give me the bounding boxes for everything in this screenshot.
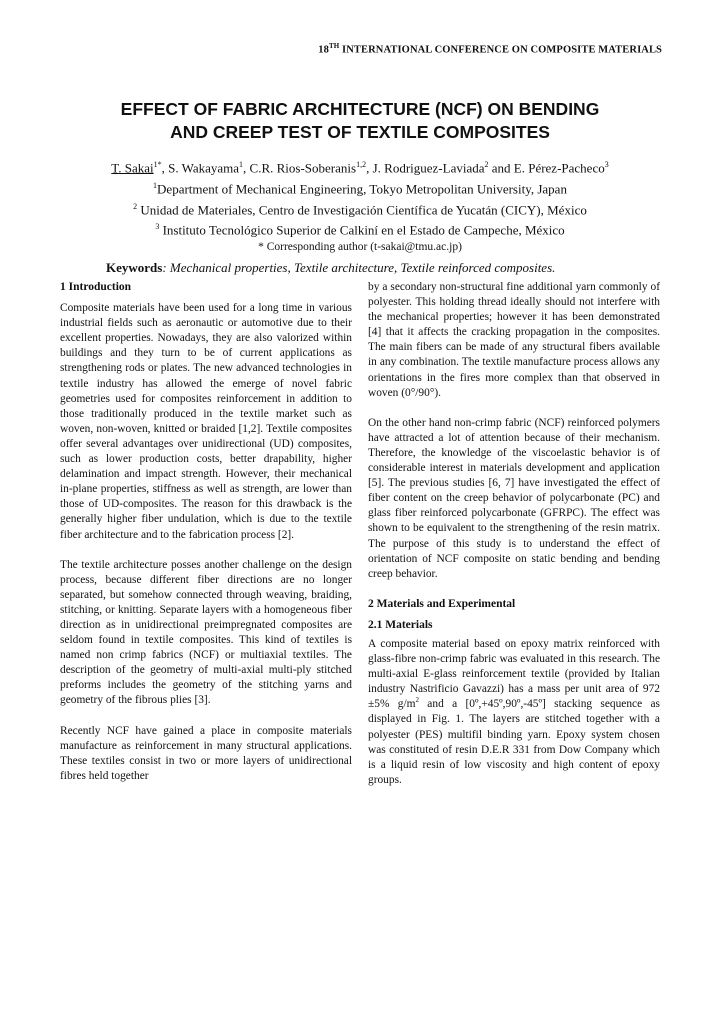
author-name: and E. Pérez-Pacheco (488, 160, 605, 176)
body-paragraph: The textile architecture posses another challenge on the design process, because different fiber directions are no longer separated, but somehow connected through weaving, braiding, stitching, or knitting. Separate layers with a homogeneous fiber direction as in unidirectional preimpregnated composites are seldom found in textile composites. This kind of textiles is named non crimp fabrics (NCF) or multiaxial textiles. The description of the geometry of multi-axial multi-ply stitched preforms includes the geometry of the stitching yarns and geometry of the fibrous plies [3]. (60, 558, 352, 707)
author-name: , S. Wakayama (161, 160, 240, 176)
affiliation-1 (20, 177, 700, 198)
affiliation-3 (20, 218, 700, 239)
affiliation-mark: 2 (133, 201, 138, 211)
body-paragraph: Recently NCF have gained a place in composite materials manufacture as reinforcement in many structural applications. These textiles consist in two or more layers of unidirectional fibres held together (60, 724, 352, 782)
keywords-text: : Mechanical properties, Textile architecture, Textile reinforced composites. (162, 260, 556, 275)
body-paragraph: On the other hand non-crimp fabric (NCF) reinforced polymers have attracted a lot of attention because of their mechanism. Therefore, the knowledge of the viscoelastic behavior is of considerable interest in materials development and application [5]. The previous studies [6, 7] have investigated the effect of fiber content on the creep behavior of polycarbonate (PC) and glass fiber reinforced polycarbonate (GFRPC). The effect was shown to be equivalent to the strengthening of the resin matrix. The purpose of this study is to understand the effect of orientation of NCF composite on static bending and bending creep behavior. (368, 416, 660, 580)
author-affiliation-mark: 3 (604, 160, 609, 169)
author-list (20, 156, 700, 177)
right-column (368, 280, 660, 803)
affiliation-text: Instituto Tecnológico Superior de Calkiní en el Estado de Campeche, México (159, 222, 565, 238)
section-heading-materials-experimental: 2 Materials and Experimental (368, 597, 516, 610)
running-head-text: INTERNATIONAL CONFERENCE ON COMPOSITE MATERIALS (339, 44, 662, 56)
paragraph-text: A composite material based on epoxy matrix reinforced with glass-fibre non-crimp fabric was evaluated in this research. The multi-axial E-glass reinforcement textile (provided by Italian industry Nastrificio Gavazzi) has a mass per unit area of 972 ±5% g/m (368, 637, 660, 711)
author-affiliation-mark: 1 (239, 160, 244, 169)
running-head-ordinal: TH (329, 42, 340, 50)
paragraph-text: and a [0º,+45º,90º,-45º] stacking sequence as displayed in Fig. 1. The layers are stitched together with a polyester (PES) multifil binding yarn. Epoxy system chosen was constituted of resin D.E.R 331 from Dow Company which is a liquid resin of low viscosity and high content of epoxy groups. (368, 698, 660, 786)
corresponding-author: * Corresponding author (t-sakai@tmu.ac.jp) (258, 241, 462, 254)
affiliation-2 (20, 198, 700, 219)
title-line-1: EFFECT OF FABRIC ARCHITECTURE (NCF) ON BENDING (120, 99, 600, 119)
body-paragraph: by a secondary non-structural fine additional yarn commonly of polyester. This holding thread ideally should not interfere with the mechanical properties; however it has been demonstrated [4] that it affects the cracking propagation in the composites. The main fibers can be made of any structural fibers available in any combination. The textile manufacture process allows any orientations in the fires more complex than that observed in woven (0°/90°). (368, 281, 660, 399)
title-line-2: AND CREEP TEST OF TEXTILE COMPOSITES (170, 122, 550, 142)
author-name: , J. Rodriguez-Laviada (366, 160, 485, 176)
body-paragraph (368, 637, 660, 788)
affiliation-text: Department of Mechanical Engineering, Tokyo Metropolitan University, Japan (157, 181, 567, 197)
unit-exponent: 2 (415, 696, 419, 705)
running-head (0, 42, 662, 56)
keywords-line (106, 260, 706, 276)
body-paragraph: Composite materials have been used for a long time in various industrial fields such as aeronautic or automotive due to their excellent properties. Nowadays, they are also valorized within buildings and they turn to be of current applications as strengthening rods or plates. The new advanced technologies in textile industry has allowed the emerge of novel fabric geometries used for composites reinforcement in addition to those traditionally produced in the textile market such as woven, non-woven, knitted or braided [1,2]. Textile composites offer several advantages over unidirectional (UD) composites, such as lower production costs, better drapability, higher delamination and impact strength. However, their mechanical in-plane properties, stiffness as well as strength, are lower than those of UD-composites. The reason for this drawback is the generally higher fiber undulation, which is due to the textile fiber architecture and to the fabrication process [2]. (60, 302, 352, 541)
author-name: T. Sakai (111, 160, 154, 176)
left-column (60, 280, 352, 799)
affiliation-mark: 1 (153, 180, 158, 190)
author-affiliation-mark: 2 (484, 160, 489, 169)
paper-title (40, 98, 680, 144)
author-affiliation-mark: 1,2 (356, 160, 367, 169)
author-name: , C.R. Rios-Soberanis (243, 160, 357, 176)
section-heading-introduction: 1 Introduction (60, 281, 132, 293)
affiliation-text: Unidad de Materiales, Centro de Investigación Científica de Yucatán (CICY), México (137, 201, 587, 217)
author-block (20, 156, 700, 257)
subsection-heading-materials: 2.1 Materials (368, 618, 433, 631)
running-head-number: 18 (318, 44, 329, 56)
keywords-label: Keywords (106, 260, 163, 275)
affiliation-mark: 3 (155, 222, 160, 232)
author-affiliation-mark: 1* (153, 160, 162, 169)
